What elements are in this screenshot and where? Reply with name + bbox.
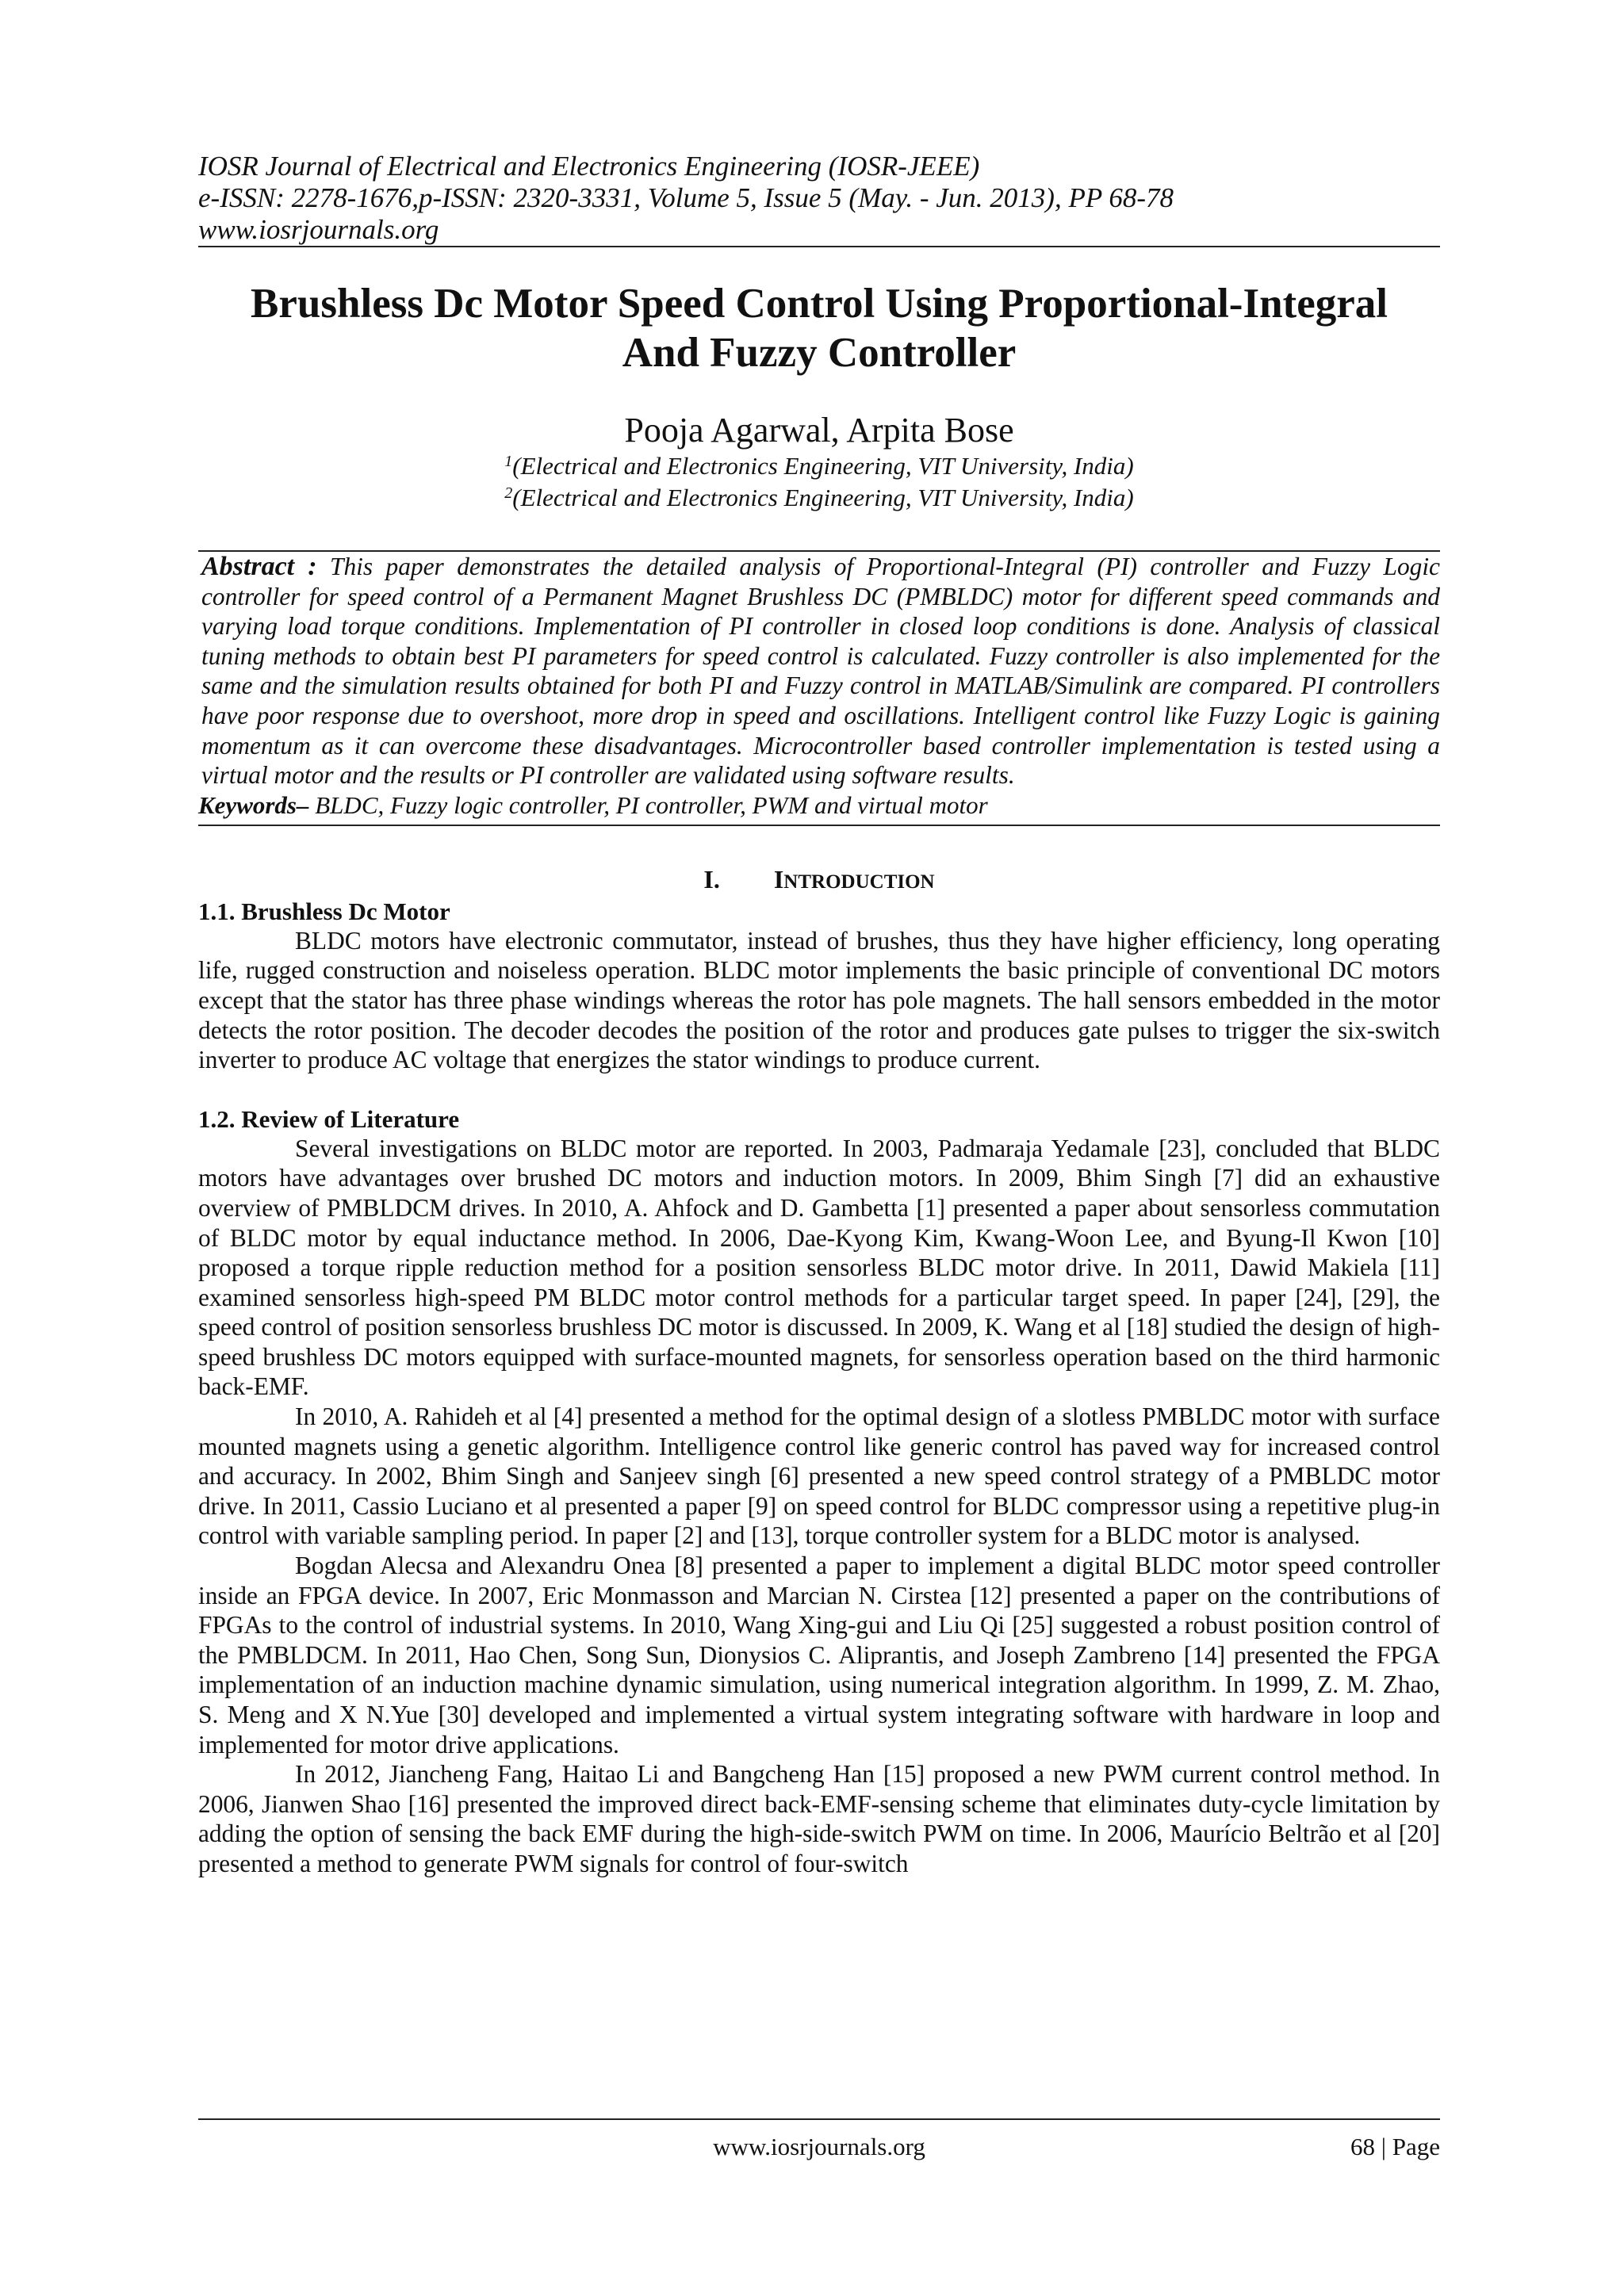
affiliation-2-text: (Electrical and Electronics Engineering, VIT University, India)	[512, 484, 1134, 511]
section-title-rest: NTRODUCTION	[783, 871, 935, 893]
page-footer	[198, 2118, 1440, 2161]
journal-name: IOSR Journal of Electrical and Electronics Engineering (IOSR-JEEE)	[198, 151, 980, 182]
paper-title	[198, 279, 1440, 377]
affiliation-2	[198, 482, 1440, 514]
header-rule	[198, 246, 1440, 247]
abstract-text: This paper demonstrates the detailed analysis of Proportional-Integral (PI) controller and Fuzzy Logic controller for speed control of a Permanent Magnet Brushless DC (PMBLDC) motor for different speed commands and varying load torque conditions. Implementation of PI controller in closed loop conditions is done. Analysis of classical tuning methods to obtain best PI parameters for speed control is calculated. Fuzzy controller is also implemented for the same and the simulation results obtained for both PI and Fuzzy control in MATLAB/Simulink are compared. PI controllers have poor response due to overshoot, more drop in speed and oscillations. Intelligent control like Fuzzy Logic is gaining momentum as it can overcome these disadvantages. Microcontroller based controller implementation is tested using a virtual motor and the results or PI controller are validated using software results.	[201, 553, 1440, 790]
affiliation-2-number: 2	[504, 484, 513, 502]
spacer	[198, 1075, 1440, 1105]
journal-issn: e-ISSN: 2278-1676,p-ISSN: 2320-3331, Volume 5, Issue 5 (May. - Jun. 2013), PP 68-78	[198, 182, 1174, 213]
paragraph: BLDC motors have electronic commutator, instead of brushes, thus they have higher efficiency, long operating life, rugged construction and noiseless operation. BLDC motor implements the basic principle of conventional DC motors except that the stator has three phase windings whereas the rotor has pole magnets. The hall sensors embedded in the motor detects the rotor position. The decoder decodes the position of the rotor and produces gate pulses to trigger the six-switch inverter to produce AC voltage that energizes the stator windings to produce current.	[198, 926, 1440, 1074]
abstract	[198, 552, 1440, 790]
keywords-text: BLDC, Fuzzy logic controller, PI controller, PWM and virtual motor	[315, 790, 988, 819]
subheading-review-of-literature: 1.2. Review of Literature	[198, 1104, 460, 1133]
title-line-1: Brushless Dc Motor Speed Control Using Proportional-Integral	[251, 281, 1388, 327]
affiliation-1-number: 1	[504, 453, 513, 470]
authors: Pooja Agarwal, Arpita Bose	[624, 411, 1014, 450]
abstract-bottom-rule	[198, 825, 1440, 826]
journal-header	[198, 151, 1440, 246]
subheading-brushless-dc-motor: 1.1. Brushless Dc Motor	[198, 897, 450, 925]
section-number: I.	[703, 864, 720, 894]
journal-website[interactable]: www.iosrjournals.org	[198, 214, 439, 245]
title-line-2: And Fuzzy Controller	[622, 330, 1017, 376]
footer-page-number: 68 | Page	[1350, 2133, 1440, 2160]
abstract-section	[198, 542, 1440, 826]
section-heading-introduction	[198, 864, 1440, 897]
page	[198, 151, 1440, 1879]
keywords-label: Keywords–	[198, 790, 309, 819]
section-title-initial: I	[773, 864, 784, 894]
keywords	[198, 790, 1440, 820]
affiliation-1-text: (Electrical and Electronics Engineering, VIT University, India)	[512, 452, 1134, 480]
paragraph: Several investigations on BLDC motor are reported. In 2003, Padmaraja Yedamale [23], concluded that BLDC motors have advantages over brushed DC motors and induction motors. In 2009, Bhim Singh [7] did an exhaustive overview of PMBLDCM drives. In 2010, A. Ahfock and D. Gambetta [1] presented a paper about sensorless commutation of BLDC motor by equal inductance method. In 2006, Dae-Kyong Kim, Kwang-Woon Lee, and Byung-Il Kwon [10] proposed a torque ripple reduction method for a position sensorless BLDC motor drive. In 2011, Dawid Makiela [11] examined sensorless high-speed PM BLDC motor control methods for a particular target speed. In paper [24], [29], the speed control of position sensorless brushless DC motor is discussed. In 2009, K. Wang et al [18] studied the design of high-speed brushless DC motors equipped with surface-mounted magnets, for sensorless operation based on the third harmonic back-EMF.	[198, 1134, 1440, 1401]
paragraph: In 2010, A. Rahideh et al [4] presented a method for the optimal design of a slotless PMBLDC motor with surface mounted magnets using a genetic algorithm. Intelligence control like generic control has paved way for increased control and accuracy. In 2002, Bhim Singh and Sanjeev singh [6] presented a new speed control strategy of a PMBLDC motor drive. In 2011, Cassio Luciano et al presented a paper [9] on speed control for BLDC compressor using a repetitive plug-in control with variable sampling period. In paper [2] and [13], torque controller system for a BLDC motor is analysed.	[198, 1402, 1440, 1550]
affiliation-1	[198, 450, 1440, 482]
footer-website[interactable]: www.iosrjournals.org	[713, 2133, 925, 2160]
paragraph: Bogdan Alecsa and Alexandru Onea [8] presented a paper to implement a digital BLDC motor speed controller inside an FPGA device. In 2007, Eric Monmasson and Marcian N. Cirstea [12] presented a paper on the contributions of FPGAs to the control of industrial systems. In 2010, Wang Xing-gui and Liu Qi [25] suggested a robust position control of the PMBLDCM. In 2011, Hao Chen, Song Sun, Dionysios C. Aliprantis, and Joseph Zambreno [14] presented the FPGA implementation of an induction machine dynamic simulation, using numerical integration algorithm. In 1999, Z. M. Zhao, S. Meng and X N.Yue [30] developed and implemented a virtual system integrating software with hardware in loop and implemented for motor drive applications.	[198, 1552, 1440, 1758]
paragraph: In 2012, Jiancheng Fang, Haitao Li and Bangcheng Han [15] proposed a new PWM current control method. In 2006, Jianwen Shao [16] presented the improved direct back-EMF-sensing scheme that eliminates duty-cycle limitation by adding the option of sensing the back EMF during the high-side-switch PWM on time. In 2006, Maurício Beltrão et al [20] presented a method to generate PWM signals for control of four-switch	[198, 1760, 1440, 1877]
abstract-label: Abstract :	[201, 552, 317, 581]
